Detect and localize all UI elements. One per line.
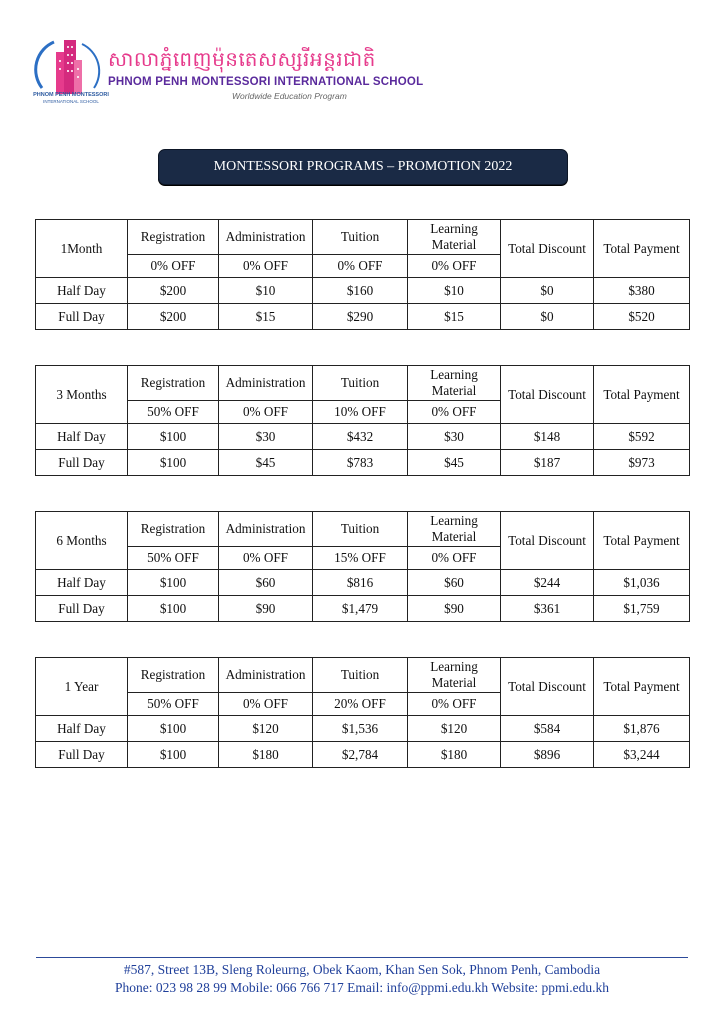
discount-registration: 0% OFF [128, 255, 219, 278]
cell-tuition: $2,784 [313, 742, 408, 768]
discount-administration: 0% OFF [219, 255, 313, 278]
col-tuition: Tuition [313, 366, 408, 401]
cell-administration: $15 [219, 304, 313, 330]
row-label: Half Day [36, 278, 128, 304]
row-label: Full Day [36, 304, 128, 330]
discount-registration: 50% OFF [128, 547, 219, 570]
school-name-english: PHNOM PENH MONTESSORI INTERNATIONAL SCHOOL [108, 76, 424, 88]
col-total-payment: Total Payment [594, 512, 690, 570]
col-total-payment: Total Payment [594, 658, 690, 716]
cell-registration: $100 [128, 596, 219, 622]
cell-total-discount: $584 [501, 716, 594, 742]
col-learning-material: Learning Material [408, 220, 501, 255]
row-label: Full Day [36, 742, 128, 768]
table-row [36, 450, 690, 476]
cell-total-payment: $1,036 [594, 570, 690, 596]
cell-registration: $100 [128, 742, 219, 768]
cell-total-discount: $148 [501, 424, 594, 450]
period-label: 1Month [36, 220, 128, 278]
table-row [36, 596, 690, 622]
table-row [36, 424, 690, 450]
cell-total-discount: $0 [501, 278, 594, 304]
col-registration: Registration [128, 220, 219, 255]
cell-tuition: $816 [313, 570, 408, 596]
cell-tuition: $290 [313, 304, 408, 330]
table-row [36, 304, 690, 330]
cell-registration: $100 [128, 450, 219, 476]
cell-tuition: $1,479 [313, 596, 408, 622]
cell-learning-material: $10 [408, 278, 501, 304]
cell-administration: $120 [219, 716, 313, 742]
cell-tuition: $432 [313, 424, 408, 450]
cell-total-payment: $380 [594, 278, 690, 304]
cell-total-discount: $361 [501, 596, 594, 622]
col-administration: Administration [219, 366, 313, 401]
col-registration: Registration [128, 366, 219, 401]
cell-administration: $180 [219, 742, 313, 768]
period-label: 6 Months [36, 512, 128, 570]
row-label: Half Day [36, 716, 128, 742]
cell-total-payment: $3,244 [594, 742, 690, 768]
cell-administration: $60 [219, 570, 313, 596]
discount-learning-material: 0% OFF [408, 547, 501, 570]
row-label: Full Day [36, 450, 128, 476]
cell-learning-material: $45 [408, 450, 501, 476]
cell-total-discount: $244 [501, 570, 594, 596]
cell-learning-material: $90 [408, 596, 501, 622]
promotion-title: MONTESSORI PROGRAMS – PROMOTION 2022 [213, 159, 513, 174]
cell-total-payment: $520 [594, 304, 690, 330]
col-total-discount: Total Discount [501, 220, 594, 278]
cell-learning-material: $60 [408, 570, 501, 596]
cell-registration: $100 [128, 424, 219, 450]
school-tagline: Worldwide Education Program [232, 91, 347, 101]
discount-registration: 50% OFF [128, 401, 219, 424]
cell-total-payment: $1,759 [594, 596, 690, 622]
col-tuition: Tuition [313, 220, 408, 255]
col-registration: Registration [128, 658, 219, 693]
cell-tuition: $1,536 [313, 716, 408, 742]
period-label: 1 Year [36, 658, 128, 716]
cell-total-payment: $592 [594, 424, 690, 450]
discount-administration: 0% OFF [219, 693, 313, 716]
table-row [36, 570, 690, 596]
cell-registration: $200 [128, 278, 219, 304]
col-registration: Registration [128, 512, 219, 547]
discount-tuition: 20% OFF [313, 693, 408, 716]
col-total-discount: Total Discount [501, 658, 594, 716]
row-label: Half Day [36, 424, 128, 450]
program-table-1-year [35, 657, 690, 768]
col-tuition: Tuition [313, 658, 408, 693]
discount-tuition: 10% OFF [313, 401, 408, 424]
cell-registration: $100 [128, 570, 219, 596]
cell-total-discount: $896 [501, 742, 594, 768]
discount-administration: 0% OFF [219, 401, 313, 424]
cell-learning-material: $15 [408, 304, 501, 330]
period-label: 3 Months [36, 366, 128, 424]
cell-total-payment: $1,876 [594, 716, 690, 742]
cell-tuition: $160 [313, 278, 408, 304]
discount-learning-material: 0% OFF [408, 693, 501, 716]
col-total-payment: Total Payment [594, 366, 690, 424]
cell-registration: $200 [128, 304, 219, 330]
school-name-khmer: សាលាភ្នំពេញម៉ុនតេសស្សរីអន្តរជាតិ [108, 47, 376, 71]
discount-tuition: 15% OFF [313, 547, 408, 570]
discount-registration: 50% OFF [128, 693, 219, 716]
cell-administration: $45 [219, 450, 313, 476]
col-administration: Administration [219, 512, 313, 547]
cell-tuition: $783 [313, 450, 408, 476]
logo-subcaption: INTERNATIONAL SCHOOL [43, 99, 99, 104]
footer-contact: Phone: 023 98 28 99 Mobile: 066 766 717 Email: info@ppmi.edu.kh Website: ppmi.edu.kh [114, 980, 610, 995]
col-total-discount: Total Discount [501, 512, 594, 570]
discount-learning-material: 0% OFF [408, 401, 501, 424]
col-tuition: Tuition [313, 512, 408, 547]
logo-caption: PHNOM PENH MONTESSORI [33, 92, 109, 98]
cell-total-payment: $973 [594, 450, 690, 476]
col-learning-material: Learning Material [408, 366, 501, 401]
cell-learning-material: $30 [408, 424, 501, 450]
program-table-3-months [35, 365, 690, 476]
discount-administration: 0% OFF [219, 547, 313, 570]
table-row [36, 716, 690, 742]
cell-administration: $30 [219, 424, 313, 450]
table-row [36, 278, 690, 304]
footer-address: #587, Street 13B, Sleng Roleurng, Obek Kaom, Khan Sen Sok, Phnom Penh, Cambodia [123, 962, 601, 977]
col-total-discount: Total Discount [501, 366, 594, 424]
program-table-6-months [35, 511, 690, 622]
col-learning-material: Learning Material [408, 658, 501, 693]
col-total-payment: Total Payment [594, 220, 690, 278]
cell-administration: $90 [219, 596, 313, 622]
cell-administration: $10 [219, 278, 313, 304]
cell-registration: $100 [128, 716, 219, 742]
col-administration: Administration [219, 220, 313, 255]
cell-learning-material: $120 [408, 716, 501, 742]
discount-tuition: 0% OFF [313, 255, 408, 278]
discount-learning-material: 0% OFF [408, 255, 501, 278]
footer-divider [36, 957, 688, 958]
col-administration: Administration [219, 658, 313, 693]
row-label: Full Day [36, 596, 128, 622]
cell-total-discount: $187 [501, 450, 594, 476]
cell-learning-material: $180 [408, 742, 501, 768]
program-table-1-month [35, 219, 690, 330]
promotion-title-banner [158, 149, 568, 185]
table-row [36, 742, 690, 768]
cell-total-discount: $0 [501, 304, 594, 330]
col-learning-material: Learning Material [408, 512, 501, 547]
row-label: Half Day [36, 570, 128, 596]
